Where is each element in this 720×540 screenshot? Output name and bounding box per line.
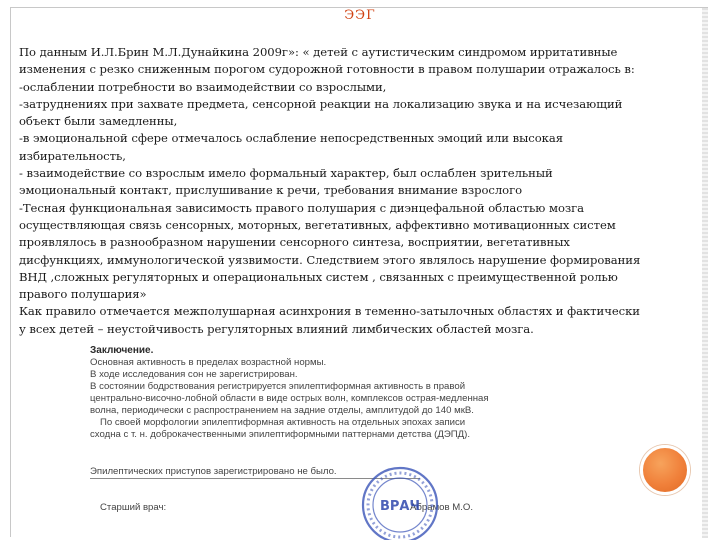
body-line: -затруднениях при захвате предмета, сенсорной реакции на локализацию звука и на исчезающий	[19, 96, 623, 111]
body-line: осуществляющая связь сенсорных, моторных, вегетативных, аффективно мотивационных систем	[19, 217, 616, 232]
stamp-seal-icon	[360, 465, 440, 540]
report-line: По своей морфологии эпилептиформная активность на отдельных эпохах записи	[100, 417, 466, 428]
report-line: В состоянии бодрствования регистрируется эпилептиформная активность в правой	[90, 381, 466, 392]
body-line: у всех детей – неустойчивость регуляторных влияний лимбических областей мозга.	[19, 321, 534, 336]
report-doctor-name: Абрамов М.О.	[410, 502, 474, 513]
body-line: По данным И.Л.Брин М.Л.Дунайкина 2009г»: « детей с аутистическим синдромом ирритативные	[19, 45, 618, 59]
slide-title: ЭЭГ	[344, 8, 376, 23]
report-line: Основная активность в пределах возрастной нормы.	[90, 357, 327, 368]
slide-body-text	[19, 44, 703, 338]
decorative-circle	[640, 445, 690, 495]
body-line: правого полушария»	[19, 287, 147, 302]
body-line: изменения с резко сниженным порогом судорожной готовности в правом полушарии отражалось в:	[19, 62, 635, 77]
report-seizures-line: Эпилептических приступов зарегистрировано не было.	[90, 466, 337, 477]
eeg-report-image	[90, 345, 510, 535]
body-line: - взаимодействие со взрослым имело формальный характер, был ослаблен зрительный	[19, 166, 553, 181]
body-line: -Тесная функциональная зависимость правого полушария с диэнцефальной областью мозга	[19, 200, 585, 215]
report-doctor-label: Старший врач:	[100, 502, 167, 513]
body-line: -ослаблении потребности во взаимодействии со взрослыми,	[19, 79, 387, 94]
report-line: волна, периодически с распространением на задние отделы, амплитудой до 140 мкВ.	[90, 405, 474, 416]
report-line: В ходе исследования сон не зарегистрирован.	[90, 369, 298, 380]
body-line: эмоциональный контакт, прислушивание к речи, требования внимание взрослого	[19, 183, 523, 198]
report-line: центрально-височно-лобной области в виде острых волн, комплексов острая-медленная	[90, 393, 489, 404]
body-line: ВНД ,сложных регуляторных и операциональных систем , связанных с преимущественной ролью	[19, 269, 618, 284]
body-line: Как правило отмечается межполушарная асинхрония в теменно-затылочных областях и фактически	[19, 304, 640, 319]
stamp-text: ВРАЧ	[379, 499, 421, 514]
report-line: сходна с т. н. доброкачественными эпилептиформными паттернами детства (ДЭПД).	[90, 429, 471, 440]
body-line: проявлялось в разнообразном нарушении сенсорного синтеза, восприятии, вегетативных	[19, 235, 570, 250]
body-line: -в эмоциональной сфере отмечалось ослабление непосредственных эмоций или высокая	[19, 131, 563, 146]
report-heading: Заключение.	[90, 345, 154, 356]
body-line: дисфункциях, иммунологической уязвимости. Следствием этого являлось нарушение формирования	[19, 252, 641, 267]
body-line: объект были замедленны,	[19, 114, 178, 129]
body-line: избирательность,	[19, 148, 126, 163]
